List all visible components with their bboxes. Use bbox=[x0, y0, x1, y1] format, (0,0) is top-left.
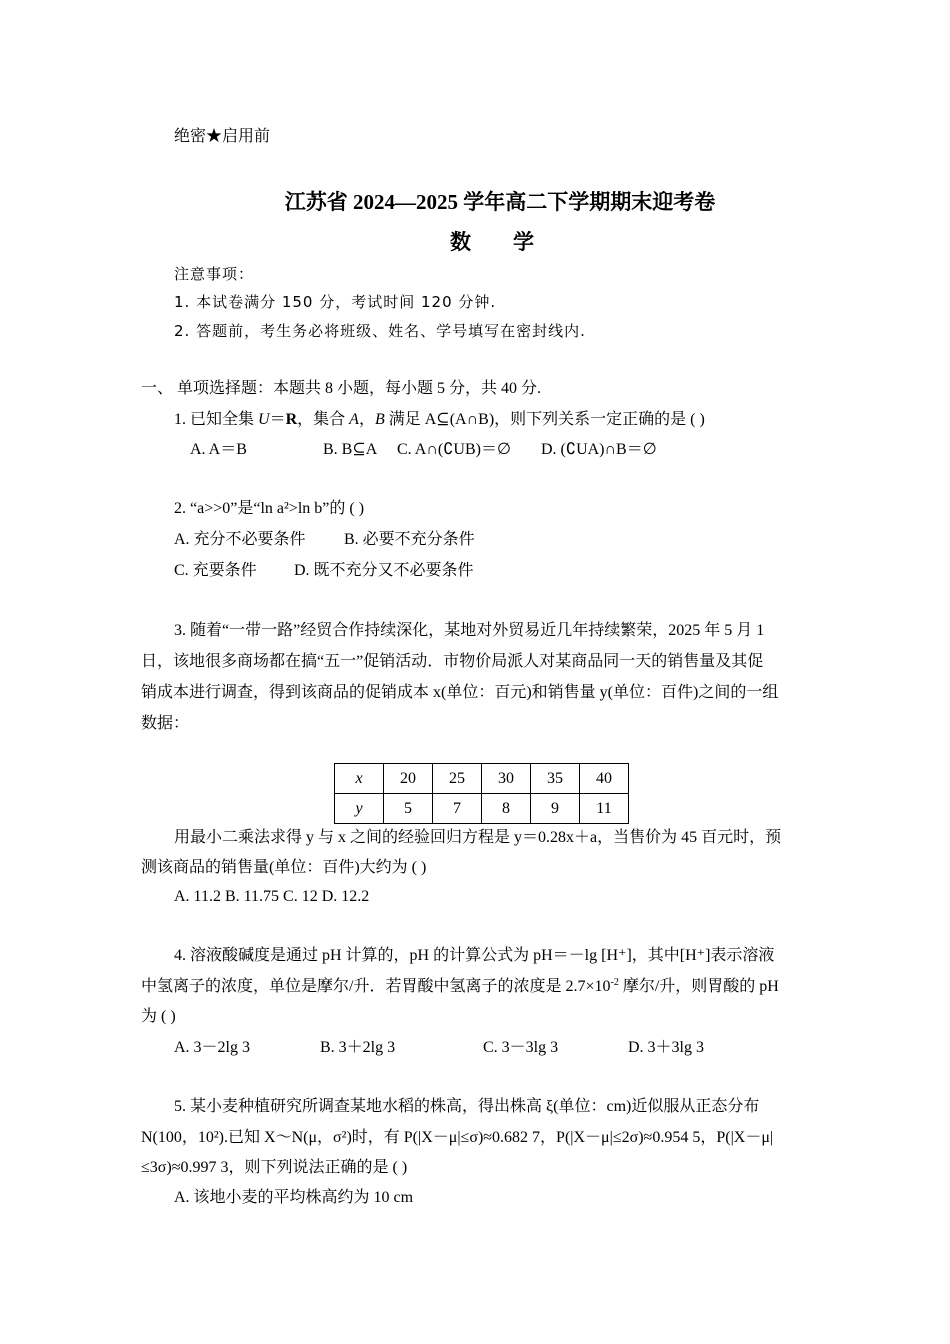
table-cell: 11 bbox=[580, 794, 629, 824]
question-1-stem bbox=[174, 410, 705, 430]
table-cell: 8 bbox=[482, 794, 531, 824]
q4-option-b: B. 3＋2lg 3 bbox=[320, 1039, 396, 1056]
notice-item-2: 2. 答题前，考生务必将班级、姓名、学号填写在密封线内. bbox=[174, 322, 586, 340]
q4-option-d: D. 3＋3lg 3 bbox=[628, 1039, 705, 1056]
q4-option-a: A. 3－2lg 3 bbox=[174, 1039, 251, 1056]
q2-option-d: D. 既不充分又不必要条件 bbox=[294, 562, 474, 579]
table-cell: 30 bbox=[482, 764, 531, 794]
q1-set-u: U bbox=[258, 411, 270, 428]
question-3-line-5: 用最小二乘法求得 y 与 x 之间的经验回归方程是 y＝0.28x＋a，当售价为 45 百元时，预 bbox=[174, 829, 782, 846]
question-3-line-2: 日，该地很多商场都在搞“五一”促销活动．市物价局派人对某商品同一天的销售量及其促 bbox=[141, 653, 764, 670]
question-4-line-3: 为 ( ) bbox=[141, 1008, 176, 1025]
q1-option-d: D. (∁UA)∩B＝∅ bbox=[541, 441, 657, 458]
q5-option-a: A. 该地小麦的平均株高约为 10 cm bbox=[174, 1189, 414, 1206]
table-cell: 20 bbox=[384, 764, 433, 794]
question-3-line-6: 测该商品的销售量(单位：百件)大约为 ( ) bbox=[141, 859, 427, 876]
q1-text-pre: 1. 已知全集 bbox=[174, 411, 259, 428]
notice-item-1: 1. 本试卷满分 150 分，考试时间 120 分钟. bbox=[174, 293, 497, 311]
exam-title: 江苏省 2024—2025 学年高二下学期期末迎考卷 bbox=[284, 190, 716, 214]
q1-set-a: A bbox=[349, 411, 359, 428]
q1-eq: ＝ bbox=[269, 411, 286, 428]
table-cell: 40 bbox=[580, 764, 629, 794]
q1-option-c: C. A∩(∁UB)＝∅ bbox=[397, 441, 511, 458]
question-3-line-4: 数据： bbox=[141, 715, 190, 732]
q3-data-table bbox=[334, 763, 629, 824]
q2-option-a: A. 充分不必要条件 bbox=[174, 531, 306, 548]
q1-condition: 满足 A⊆(A∩B)，则下列关系一定正确的是 ( ) bbox=[384, 411, 705, 428]
question-5-line-2: N(100，10²).已知 X～N(μ，σ²)时，有 P(|X－μ|≤σ)≈0.682 7，P(|X－μ|≤2σ)≈0.954 5，P(|X－μ| bbox=[141, 1129, 774, 1146]
q1-comma: ， bbox=[358, 411, 375, 428]
table-cell: 35 bbox=[531, 764, 580, 794]
q4-option-c: C. 3－3lg 3 bbox=[483, 1039, 559, 1056]
q1-option-b: B. B⊆A bbox=[323, 441, 378, 458]
q1-text-mid: ，集合 bbox=[297, 411, 350, 428]
question-3-line-1: 3. 随着“一带一路”经贸合作持续深化，某地对外贸易近几年持续繁荣，2025 年 5 月 1 bbox=[174, 622, 765, 639]
table-cell-x-label: x bbox=[335, 764, 384, 794]
q3-options: A. 11.2 B. 11.75 C. 12 D. 12.2 bbox=[174, 888, 370, 905]
table-cell: 7 bbox=[433, 794, 482, 824]
table-cell-y-label: y bbox=[335, 794, 384, 824]
q1-option-a: A. A＝B bbox=[190, 441, 247, 458]
question-5-line-3: ≤3σ)≈0.997 3，则下列说法正确的是 ( ) bbox=[141, 1159, 408, 1176]
notice-heading: 注意事项： bbox=[174, 265, 255, 283]
question-3-line-3: 销成本进行调查，得到该商品的促销成本 x(单位：百元)和销售量 y(单位：百件)之间的一组 bbox=[141, 684, 779, 701]
q2-option-b: B. 必要不充分条件 bbox=[344, 531, 475, 548]
question-5-line-1: 5. 某小麦种植研究所调查某地水稻的株高，得出株高 ξ(单位：cm)近似服从正态分布 bbox=[174, 1098, 760, 1115]
table-cell: 5 bbox=[384, 794, 433, 824]
question-4-line-2 bbox=[141, 977, 779, 997]
secret-label: 绝密★启用前 bbox=[174, 128, 271, 145]
q4-line-2-post: 摩尔/升，则胃酸的 pH bbox=[618, 978, 779, 995]
table-cell: 25 bbox=[433, 764, 482, 794]
question-2-stem: 2. “a>>0”是“ln a²>ln b”的 ( ) bbox=[174, 500, 365, 517]
q1-set-b: B bbox=[374, 411, 385, 428]
table-cell: 9 bbox=[531, 794, 580, 824]
q2-option-c: C. 充要条件 bbox=[174, 562, 257, 579]
table-row bbox=[335, 794, 629, 824]
q4-line-2-pre: 中氢离子的浓度，单位是摩尔/升．若胃酸中氢离子的浓度是 2.7×10 bbox=[141, 978, 611, 995]
question-4-line-1: 4. 溶液酸碱度是通过 pH 计算的，pH 的计算公式为 pH＝－lg [H⁺]，其中[H⁺]表示溶液 bbox=[174, 947, 775, 964]
subject-title: 数学 bbox=[450, 230, 576, 254]
q1-set-r: R bbox=[285, 411, 298, 428]
table-row bbox=[335, 764, 629, 794]
section-heading: 一、 单项选择题：本题共 8 小题，每小题 5 分，共 40 分. bbox=[141, 380, 542, 397]
q4-exponent: -2 bbox=[610, 977, 619, 988]
